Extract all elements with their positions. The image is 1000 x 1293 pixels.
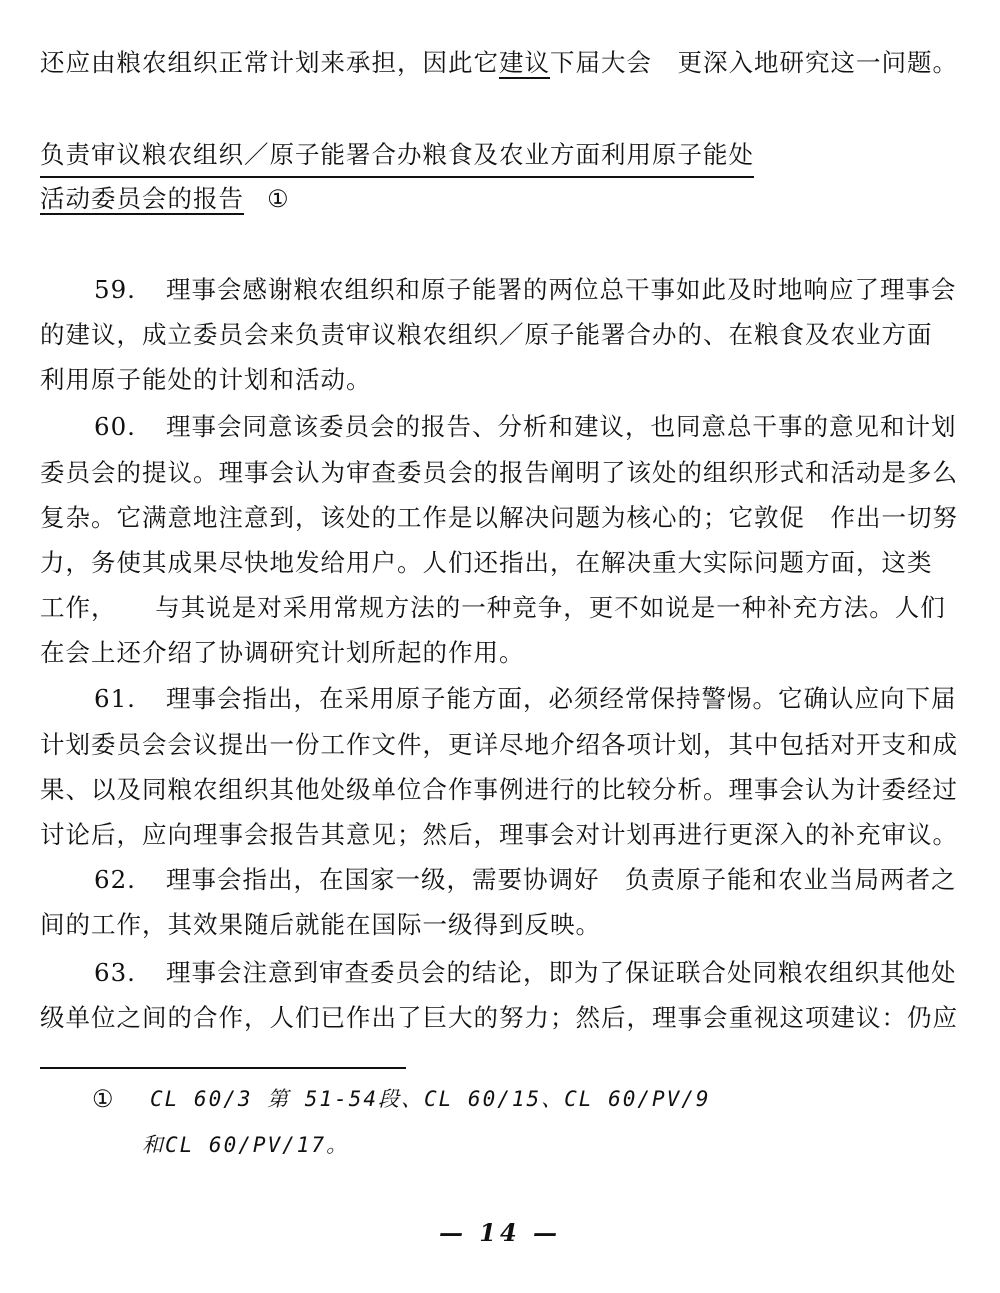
paragraph-text: 理事会指出，在国家一级，需要协调好 负责原子能和农业当局两者之 [166,865,957,894]
section-heading-line2 [40,176,289,220]
paragraph-60-line-1 [40,404,1000,450]
paragraph-number: 60. [94,412,136,441]
section-heading-line1 [40,132,754,178]
paragraph-text: 利用原子能处的计划和活动。 [40,365,372,394]
paragraph-text: 理事会注意到审查委员会的结论，即为了保证联合处同粮农组织其他处 [166,958,957,987]
paragraph-63-line-1 [40,950,1000,996]
paragraph-62-line-1 [40,857,1000,903]
continuation-text-a: 还应由粮农组织正常计划来承担，因此它 [40,48,499,77]
paragraph-63-line-2 [40,995,960,1041]
paragraph-text: 委员会的提议。理事会认为审查委员会的报告阐明了该处的组织形式和活动是多么 [40,458,958,487]
paragraph-text: 理事会指出，在采用原子能方面，必须经常保持警惕。它确认应向下届 [166,684,957,713]
paragraph-number: 61. [94,684,136,713]
continuation-text-b: 下届大会 更深入地研究这一问题。 [550,48,958,77]
paragraph-62-line-2 [40,902,960,948]
paragraph-text: 力，务使其成果尽快地发给用户。人们还指出，在解决重大实际问题方面，这类 [40,548,933,577]
footnote-mark: ① [92,1085,114,1113]
paragraph-number: 59. [94,275,136,304]
page-number: — 14 — [438,1218,562,1247]
paragraph-59-line-1 [40,267,1000,313]
paragraph-text: 讨论后，应向理事会报告其意见；然后，理事会对计划再进行更深入的补充审议。 [40,820,958,849]
paragraph-text: 复杂。它满意地注意到，该处的工作是以解决问题为核心的；它敦促 作出一切努 [40,503,958,532]
paragraph-60-line-6 [40,630,960,676]
paragraph-59-line-3 [40,357,960,403]
paragraph-61-line-1 [40,676,1000,722]
paragraph-60-line-2 [40,450,960,496]
paragraph-text: 工作， 与其说是对采用常规方法的一种竞争，更不如说是一种补充方法。人们 [40,593,946,622]
paragraph-number: 62. [94,865,136,894]
paragraph-61-line-2 [40,722,960,768]
paragraph-number: 63. [94,958,136,987]
paragraph-text: 理事会感谢粮农组织和原子能署的两位总干事如此及时地响应了理事会 [166,275,957,304]
footnote-reference: ① [267,185,289,213]
paragraph-60-line-5 [40,585,960,631]
paragraph-text: 果、以及同粮农组织其他处级单位合作事例进行的比较分析。理事会认为计委经过 [40,775,958,804]
footnote-rule [40,1067,406,1069]
paragraph-text: 在会上还介绍了协调研究计划所起的作用。 [40,638,525,667]
paragraph-text: 理事会同意该委员会的报告、分析和建议，也同意总干事的意见和计划 [166,412,957,441]
paragraph-text: 的建议，成立委员会来负责审议粮农组织／原子能署合办的、在粮食及农业方面 [40,320,933,349]
footnote-line-2: 和CL 60/PV/17。 [142,1133,350,1157]
continuation-line [40,40,960,86]
footnote-line-1: CL 60/3 第 51-54段、CL 60/15、CL 60/PV/9 [150,1087,711,1111]
paragraph-61-line-3 [40,767,960,813]
paragraph-60-line-4 [40,540,960,586]
paragraph-text: 间的工作，其效果随后就能在国际一级得到反映。 [40,910,601,939]
continuation-underlined-word: 建议 [499,48,550,77]
paragraph-59-line-2 [40,312,960,358]
paragraph-61-line-4 [40,812,960,858]
paragraph-60-line-3 [40,495,960,541]
section-heading-text2: 活动委员会的报告 [40,184,244,213]
paragraph-text: 计划委员会会议提出一份工作文件，更详尽地介绍各项计划，其中包括对开支和成 [40,730,958,759]
paragraph-text: 级单位之间的合作，人们已作出了巨大的努力；然后，理事会重视这项建议：仍应 [40,1003,958,1032]
section-heading-text1: 负责审议粮农组织／原子能署合办粮食及农业方面利用原子能处 [40,140,754,169]
